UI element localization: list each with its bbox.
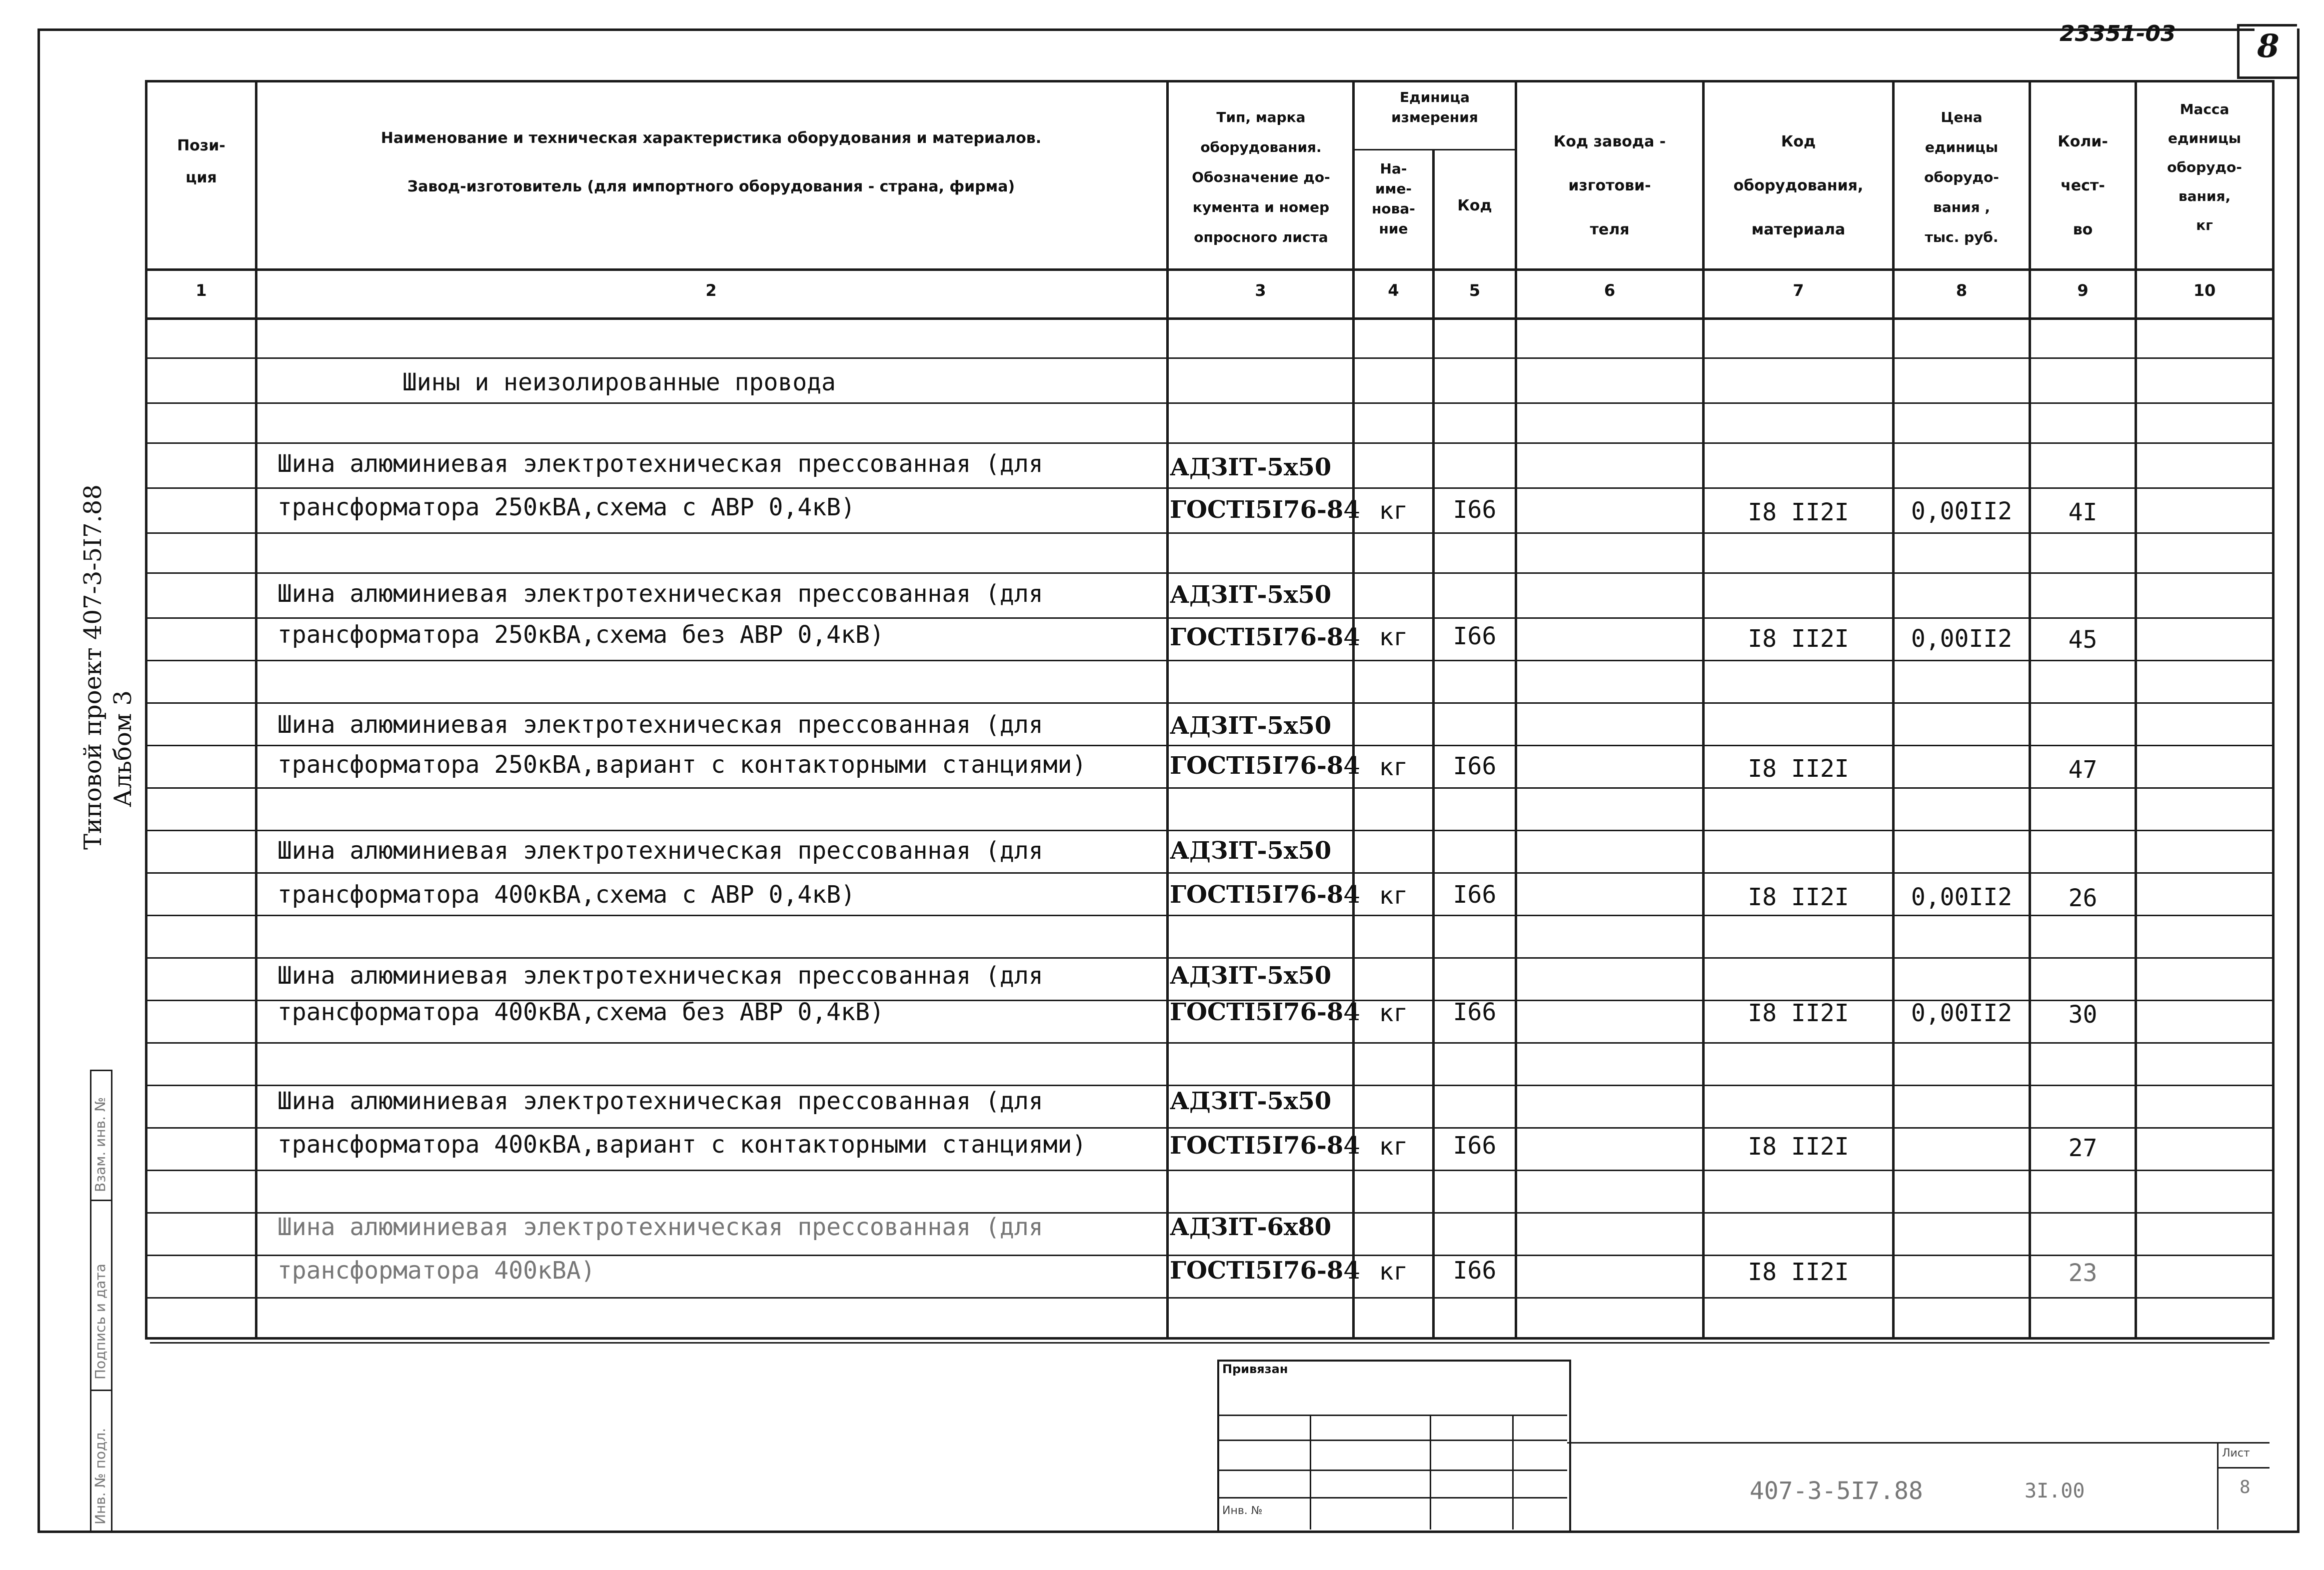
item-price: 0,00II2 (1911, 497, 2013, 525)
item-unit: кг (1379, 753, 1408, 781)
margin-strip-line (90, 1390, 112, 1391)
section-title: Шины и неизолированные провода (402, 368, 836, 396)
stamp-box (1217, 1360, 1571, 1532)
margin-strip-line (90, 1070, 112, 1071)
item-type: АДЗIТ-5х50 (1170, 1087, 1332, 1115)
item-qty: 23 (2068, 1259, 2098, 1287)
row-line (145, 487, 2272, 489)
frame-bottom-line (37, 1531, 2300, 1533)
side-project-title: Типовой проект 407-3-5I7.88 (79, 484, 107, 850)
header-col5: Код (1457, 197, 1492, 214)
stamp-line (1217, 1470, 1567, 1471)
title-block-top-line (150, 1342, 2270, 1344)
stamp-line (1512, 1415, 1514, 1530)
item-name-line2: трансформатора 250кВА,вариант с контакторными станциями) (277, 751, 1087, 779)
item-unit: кг (1379, 623, 1408, 651)
colnum-2: 2 (705, 281, 717, 300)
margin-orig-inv: Инв. № подл. (92, 1428, 108, 1525)
table-right-line (2272, 80, 2275, 1340)
item-name-line1: Шина алюминиевая электротехническая прессованная (для (277, 450, 1043, 478)
col-line-1 (255, 80, 257, 1340)
item-price: 0,00II2 (1911, 999, 2013, 1027)
item-qty: 30 (2068, 1001, 2098, 1029)
item-name-line2: трансформатора 250кВА,схема без АВР 0,4кВ) (277, 621, 884, 649)
item-name-line1: Шина алюминиевая электротехническая прессованная (для (277, 580, 1043, 608)
frame-top-line (37, 28, 2255, 31)
item-material-code: I8 II2I (1748, 755, 1849, 783)
item-price: 0,00II2 (1911, 625, 2013, 653)
colnum-3: 3 (1255, 281, 1266, 300)
header-col9: Коли- чест- во (2058, 133, 2108, 238)
item-doc: ГОСТI5I76-84 (1170, 623, 1360, 651)
frame-right-line (2297, 28, 2300, 1533)
item-unit-code: I66 (1453, 622, 1497, 650)
margin-inv-no: Взам. инв. № (92, 1097, 108, 1192)
stamp-sheet-label: Лист (2222, 1447, 2250, 1460)
item-unit-code: I66 (1453, 1257, 1497, 1285)
header-col10: Масса единицы оборудо- вания, кг (2167, 101, 2242, 233)
header-unit-group: Единица измерения (1391, 89, 1478, 125)
row-line (145, 572, 2272, 574)
item-name-line1: Шина алюминиевая электротехническая прессованная (для (277, 962, 1043, 990)
col-line-4 (1432, 149, 1435, 1340)
row-line (145, 787, 2272, 789)
item-unit: кг (1379, 882, 1408, 910)
item-qty: 4I (2068, 498, 2098, 526)
item-material-code: I8 II2I (1748, 883, 1849, 911)
header-col7: Код оборудования, материала (1733, 133, 1864, 238)
row-line (145, 617, 2272, 619)
header-col2-line2: Завод-изготовитель (для импортного оборудования - страна, фирма) (407, 178, 1015, 195)
item-material-code: I8 II2I (1748, 1258, 1849, 1286)
item-name-line2: трансформатора 400кВА,вариант с контакторными станциями) (277, 1131, 1087, 1159)
colnum-9: 9 (2077, 281, 2089, 300)
side-album: Альбом 3 (109, 690, 137, 807)
header-col8: Цена единицы оборудо- вания , тыс. руб. (1924, 109, 1999, 245)
stamp-line (1217, 1497, 1567, 1499)
item-type: АДЗIТ-5х50 (1170, 712, 1332, 740)
header-bottom-line (145, 268, 2272, 271)
item-qty: 26 (2068, 884, 2098, 912)
header-col3: Тип, марка оборудования. Обозначение до- кумента и номер опросного листа (1192, 109, 1330, 245)
col-line-2 (1166, 80, 1169, 1340)
stamp-inv-label: Инв. № (1222, 1505, 1263, 1517)
item-doc: ГОСТI5I76-84 (1170, 1257, 1360, 1285)
item-type: АДЗIТ-5х50 (1170, 837, 1332, 865)
item-doc: ГОСТI5I76-84 (1170, 496, 1360, 524)
margin-sign-date: Подпись и дата (92, 1264, 108, 1380)
item-doc: ГОСТI5I76-84 (1170, 881, 1360, 909)
row-line (145, 1127, 2272, 1129)
row-line (145, 402, 2272, 404)
item-unit: кг (1379, 497, 1408, 525)
frame-left-line (37, 28, 40, 1533)
item-name-line1: Шина алюминиевая электротехническая прессованная (для (277, 837, 1043, 865)
doc-number-top: 23351-03 (2060, 21, 2176, 46)
title-block-line (2217, 1442, 2219, 1530)
colnum-bottom-line (145, 317, 2272, 320)
margin-strip-line (111, 1070, 112, 1531)
row-line (145, 1297, 2272, 1299)
sheet-number: 8 (2257, 27, 2280, 65)
item-material-code: I8 II2I (1748, 498, 1849, 526)
item-type: АДЗIТ-6х80 (1170, 1213, 1332, 1241)
title-block-line (1567, 1442, 2270, 1444)
row-line (145, 915, 2272, 916)
item-material-code: I8 II2I (1748, 999, 1849, 1027)
row-line (145, 1042, 2272, 1044)
item-name-line1: Шина алюминиевая электротехническая прессованная (для (277, 1213, 1043, 1241)
item-unit-code: I66 (1453, 881, 1497, 909)
stamp-album-code: 3I.00 (2025, 1480, 2085, 1503)
colnum-5: 5 (1469, 281, 1481, 300)
table-bottom-line (145, 1337, 2272, 1340)
stamp-sheet-value: 8 (2240, 1477, 2251, 1498)
header-col4: На- име- нова- ние (1372, 160, 1415, 237)
item-type: АДЗIТ-5х50 (1170, 581, 1332, 609)
row-line (145, 957, 2272, 959)
item-name-line2: трансформатора 400кВА,схема без АВР 0,4кВ) (277, 998, 884, 1026)
item-unit: кг (1379, 1258, 1408, 1286)
item-qty: 47 (2068, 756, 2098, 784)
header-col6: Код завода - изготови- теля (1553, 133, 1666, 238)
row-line (145, 830, 2272, 831)
colnum-10: 10 (2193, 281, 2216, 300)
item-unit-code: I66 (1453, 496, 1497, 524)
item-qty: 45 (2068, 626, 2098, 654)
row-line (145, 1170, 2272, 1171)
stamp-line (1217, 1440, 1567, 1441)
item-doc: ГОСТI5I76-84 (1170, 998, 1360, 1026)
row-line (145, 357, 2272, 359)
item-unit: кг (1379, 999, 1408, 1027)
colnum-7: 7 (1793, 281, 1804, 300)
item-name-line2: трансформатора 250кВА,схема с АВР 0,4кВ) (277, 493, 855, 521)
row-line (145, 872, 2272, 874)
stamp-line (1430, 1415, 1431, 1530)
stamp-designation: 407-3-5I7.88 (1750, 1477, 1923, 1505)
title-block-line (2217, 1467, 2270, 1469)
col-line-5 (1515, 80, 1517, 1340)
margin-strip-line (90, 1070, 91, 1531)
item-unit: кг (1379, 1133, 1408, 1161)
header-col2-line1: Наименование и техническая характеристика оборудования и материалов. (380, 129, 1042, 147)
item-unit-code: I66 (1453, 998, 1497, 1026)
item-name-line1: Шина алюминиевая электротехническая прессованная (для (277, 711, 1043, 739)
item-unit-code: I66 (1453, 1132, 1497, 1160)
table-top-line (145, 80, 2272, 82)
stamp-line (1217, 1415, 1567, 1416)
row-line (145, 702, 2272, 704)
col-line-9 (2135, 80, 2137, 1340)
item-name-line2: трансформатора 400кВА) (277, 1257, 595, 1285)
colnum-4: 4 (1388, 281, 1399, 300)
item-qty: 27 (2068, 1134, 2098, 1162)
item-price: 0,00II2 (1911, 883, 2013, 911)
colnum-8: 8 (1956, 281, 1968, 300)
item-doc: ГОСТI5I76-84 (1170, 752, 1360, 780)
item-name-line2: трансформатора 400кВА,схема с АВР 0,4кВ) (277, 881, 855, 909)
table-left-line (145, 80, 147, 1340)
col-line-7 (1892, 80, 1895, 1340)
item-type: АДЗIТ-5х50 (1170, 453, 1332, 481)
row-line (145, 660, 2272, 661)
stamp-bound-label: Привязан (1222, 1362, 1288, 1376)
item-unit-code: I66 (1453, 752, 1497, 780)
item-material-code: I8 II2I (1748, 625, 1849, 653)
row-line (145, 745, 2272, 746)
colnum-1: 1 (195, 281, 207, 300)
item-material-code: I8 II2I (1748, 1133, 1849, 1161)
stamp-line (1310, 1415, 1311, 1530)
margin-strip-line (90, 1200, 112, 1201)
item-type: АДЗIТ-5х50 (1170, 962, 1332, 990)
item-doc: ГОСТI5I76-84 (1170, 1132, 1360, 1160)
item-name-line1: Шина алюминиевая электротехническая прессованная (для (277, 1087, 1043, 1115)
header-col1: Пози- ция (177, 137, 225, 186)
colnum-6: 6 (1604, 281, 1616, 300)
row-line (145, 532, 2272, 534)
row-line (145, 442, 2272, 444)
